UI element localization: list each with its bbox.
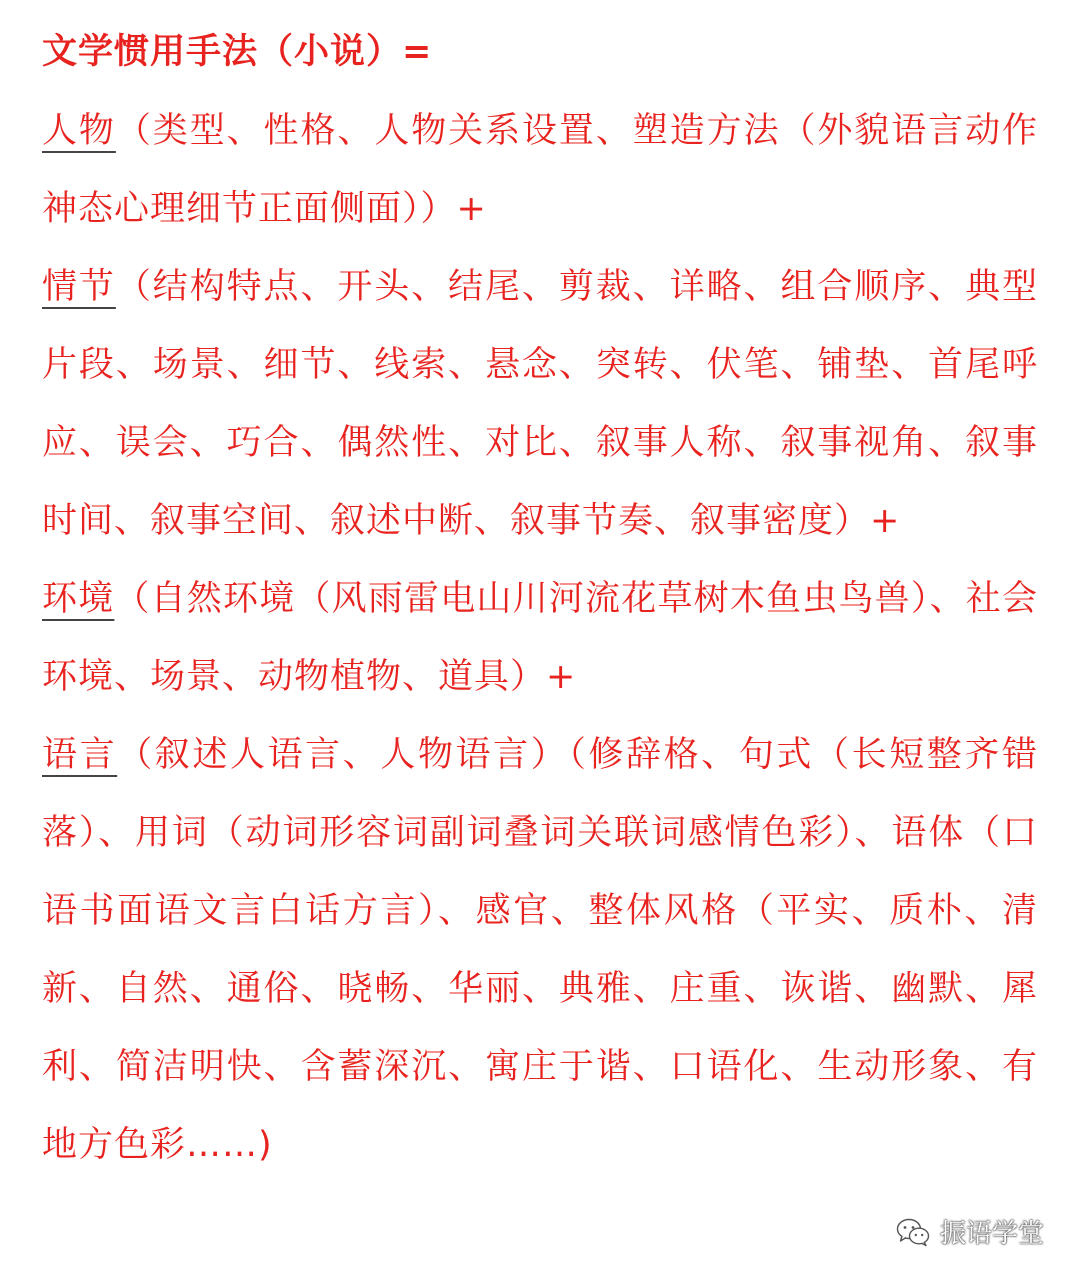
section-content: （结构特点、开头、结尾、剪裁、详略、组合顺序、典型片段、场景、细节、线索、悬念、突转、伏笔、铺垫、首尾呼应、误会、巧合、偶然性、对比、叙事人称、叙事视角、叙事时间、叙事空间、叙述中断、叙事节奏、叙事密度）+ (42, 267, 1038, 541)
section-content: （叙述人语言、人物语言）（修辞格、句式（长短整齐错落）、用词（动词形容词副词叠词关联词感情色彩）、语体（口语书面语文言白话方言）、感官、整体风格（平实、质朴、清新、自然、通俗、晓畅、华丽、典雅、庄重、诙谐、幽默、犀利、简洁明快、含蓄深沉、寓庄于谐、口语化、生动形象、有地方色彩……) (42, 735, 1038, 1165)
document-body (42, 20, 1038, 1184)
document-title: 文学惯用手法（小说）= (42, 32, 433, 72)
section-language (42, 716, 1038, 1184)
section-term: 语言 (42, 735, 118, 775)
section-content: （自然环境（风雨雷电山川河流花草树木鱼虫鸟兽）、社会环境、场景、动物植物、道具）+ (42, 579, 1038, 697)
watermark (896, 1213, 1044, 1250)
section-term: 情节 (42, 267, 116, 307)
section-plot (42, 248, 1038, 560)
watermark-text: 振语学堂 (939, 1219, 1044, 1249)
section-term: 人物 (42, 111, 116, 151)
section-environment (42, 560, 1038, 716)
section-content: （类型、性格、人物关系设置、塑造方法（外貌语言动作神态心理细节正面侧面））+ (42, 111, 1038, 229)
section-term: 环境 (42, 579, 115, 619)
wechat-icon (896, 1217, 930, 1247)
section-characters (42, 92, 1038, 248)
